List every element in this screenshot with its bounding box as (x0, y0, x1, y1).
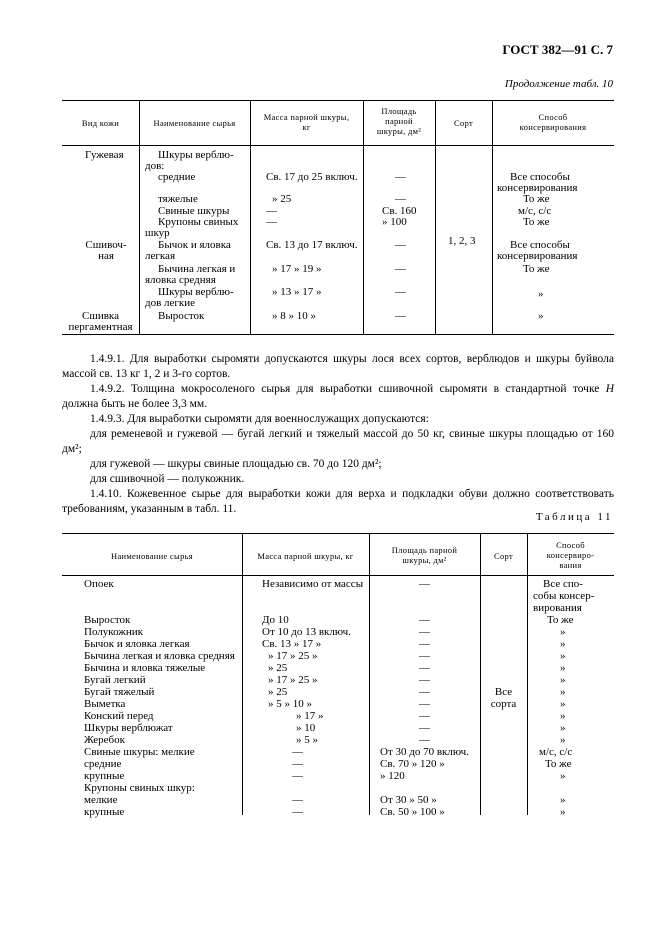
table-cell: Жеребок (84, 734, 126, 746)
header-grade: Сорт (454, 118, 473, 128)
table-cell: » (560, 698, 566, 710)
table-cell: » (560, 794, 566, 806)
header-method: Способ консервиро- вания (546, 540, 595, 570)
table-cell: От 30 до 70 включ. (380, 746, 469, 758)
paragraph-1-4-10: 1.4.10. Кожевенное сырье для выработки кожи для верха и подкладки обуви должно соответствовать требованиям, указанным в табл. 11. (62, 488, 614, 515)
table-cell: Бычина легкая и (158, 263, 236, 275)
table-rule (62, 334, 614, 335)
table-cell: До 10 (262, 614, 289, 626)
table-cell: » (538, 310, 544, 322)
table-cell: консервирования (497, 182, 578, 194)
table-cell: консервирования (497, 250, 578, 262)
paragraph-1-4-9-2: 1.4.9.2. Толщина мокросоленого сырья для выработки сшивочной сыромяти в стандартной точке Н должна быть не более 3,3 мм. (62, 383, 614, 410)
table-cell: — (266, 205, 277, 217)
table-cell: Шкуры верблюжат (84, 722, 173, 734)
table-cell: То же (547, 614, 574, 626)
table-cell: — (419, 626, 430, 638)
kind-sshivochnaya: Сшивоч- ная (85, 239, 127, 262)
header-grade: Сорт (494, 551, 513, 561)
table-cell: тяжелые (158, 193, 198, 205)
table-cell: — (419, 734, 430, 746)
table-cell: Бычина и яловка тяжелые (84, 662, 206, 674)
table-cell: 1, 2, 3 (448, 235, 476, 247)
table-cell: Независимо от массы (262, 578, 364, 590)
header-mass: Масса парной шкуры, кг (263, 112, 350, 132)
table-cell: » 8 » 10 » (272, 310, 316, 322)
table-cell: Шкуры верблю- (158, 149, 234, 161)
table-cell: — (419, 578, 430, 590)
table-cell: м/с, с/с (518, 205, 552, 217)
table-cell: » 25 (272, 193, 292, 205)
header-kind: Вид кожи (81, 118, 120, 128)
table-cell: — (292, 806, 303, 818)
table-cell: Опоек (84, 578, 114, 590)
kind-guzhevaya: Гужевая (85, 149, 124, 161)
table-cell: От 30 » 50 » (380, 794, 437, 806)
table-cell: — (395, 239, 406, 251)
table-cell: — (395, 263, 406, 275)
table-cell: То же (545, 758, 572, 770)
paragraph-item: для гужевой — шкуры свиные площадью св. 70 до 120 дм²; (90, 458, 382, 470)
table-cell: Бычок и яловка легкая (84, 638, 190, 650)
table-cell: Бугай легкий (84, 674, 146, 686)
table-cell: » 100 (382, 216, 407, 228)
table-cell: » 5 » (296, 734, 318, 746)
table-cell: Выросток (158, 310, 205, 322)
table-cell: Бугай тяжелый (84, 686, 155, 698)
table-cell: » 17 » 25 » (268, 650, 318, 662)
table-cell: — (292, 758, 303, 770)
table-cell: вирования (533, 602, 582, 614)
table-cell: Св. 160 (382, 205, 417, 217)
table-cell: » 17 » 19 » (272, 263, 322, 275)
paragraph-item: для ременевой и гужевой — бугай легкий и тяжелый массой до 50 кг, свиные шкуры площадью от 160 дм²; (62, 428, 614, 455)
table-cell: » (560, 626, 566, 638)
table-cell: » 25 (268, 662, 288, 674)
table-cell: собы консер- (533, 590, 595, 602)
table-cell: » 25 (268, 686, 288, 698)
table-cell: — (419, 698, 430, 710)
table-cell: » 13 » 17 » (272, 286, 322, 298)
table-cell: крупные (84, 770, 125, 782)
table-cell: Все способы (510, 239, 570, 251)
table-11-title: Таблица 11 (535, 511, 613, 523)
table-cell: » 17 » 25 » (268, 674, 318, 686)
table-cell: От 10 до 13 включ. (262, 626, 351, 638)
table-cell: дов легкие (145, 297, 196, 309)
table-cell: — (419, 638, 430, 650)
paragraph-item: для сшивочной — полукожник. (90, 473, 245, 485)
table-cell: — (419, 722, 430, 734)
header-raw: Наименование сырья (153, 118, 236, 128)
table-cell: » (538, 288, 544, 300)
table-cell: Св. 50 » 100 » (380, 806, 445, 818)
table-cell: Свиные шкуры: мелкие (84, 746, 195, 758)
table-cell: средние (158, 171, 196, 183)
table-cell: — (395, 171, 406, 183)
table-cell: Св. 13 до 17 включ. (266, 239, 358, 251)
table-cell: » (560, 722, 566, 734)
table-rule (62, 100, 614, 101)
table-cell: — (419, 710, 430, 722)
table-cell: — (419, 662, 430, 674)
table-cell: » (560, 806, 566, 818)
table-cell: » (560, 686, 566, 698)
table-cell: То же (523, 193, 550, 205)
table-cell: » (560, 710, 566, 722)
table-cell: шкур (145, 227, 170, 239)
paragraph-1-4-9-3: 1.4.9.3. Для выработки сыромяти для военнослужащих допускаются: (90, 413, 429, 425)
grade-all: Все сорта (490, 686, 517, 710)
table-cell: дов: (145, 160, 165, 172)
header-raw: Наименование сырья (111, 551, 193, 561)
table-cell: Бычок и яловка (158, 239, 231, 251)
table-cell: — (395, 310, 406, 322)
table-cell: — (292, 770, 303, 782)
table-cell: — (292, 746, 303, 758)
header-method: Способ консервирования (519, 112, 587, 132)
table-cell: Свиные шкуры (158, 205, 230, 217)
header-area: Площадь парной шкуры, дм² (391, 545, 458, 565)
table-continuation: Продолжение табл. 10 (504, 78, 613, 90)
table-cell: Все способы (510, 171, 570, 183)
table-cell: средние (84, 758, 122, 770)
table-cell: » (560, 770, 566, 782)
table-cell: То же (523, 216, 550, 228)
table-cell: » 17 » (296, 710, 324, 722)
table-cell: Выросток (84, 614, 131, 626)
header-area: Площадь парной шкуры, дм² (376, 106, 422, 136)
table-cell: Шкуры верблю- (158, 286, 234, 298)
table-cell: » 5 » 10 » (268, 698, 312, 710)
table-rule (62, 145, 614, 146)
table-cell: — (292, 794, 303, 806)
table-cell: Выметка (84, 698, 126, 710)
table-cell: — (419, 650, 430, 662)
table-cell: » (560, 638, 566, 650)
table-cell: Полукожник (84, 626, 144, 638)
table-cell: Бычина легкая и яловка средняя (84, 650, 235, 662)
table-cell: » (560, 662, 566, 674)
kind-pergament: Сшивка пергаментная (68, 310, 133, 333)
standard-code: ГОСТ 382—91 С. 7 (502, 42, 613, 57)
body-text (62, 352, 614, 517)
table-cell: » 10 (296, 722, 316, 734)
table-cell: Св. 13 » 17 » (262, 638, 322, 650)
table-cell: Св. 17 до 25 включ. (266, 171, 358, 183)
table-cell: То же (523, 263, 550, 275)
table-cell: — (395, 286, 406, 298)
table-cell: » (560, 734, 566, 746)
table-cell: — (419, 614, 430, 626)
table-cell: мелкие (84, 794, 118, 806)
table-cell: Крупоны свиных шкур: (84, 782, 195, 794)
table-cell: м/с, с/с (539, 746, 573, 758)
table-cell: » (560, 674, 566, 686)
table-cell: крупные (84, 806, 125, 818)
table-cell: Крупоны свиных (158, 216, 239, 228)
table-cell: — (395, 193, 406, 205)
table-cell: Св. 70 » 120 » (380, 758, 445, 770)
table-cell: — (419, 686, 430, 698)
table-cell: — (266, 216, 277, 228)
table-cell: Все спо- (543, 578, 583, 590)
header-mass: Масса парной шкуры, кг (257, 551, 354, 561)
table-cell: » (560, 650, 566, 662)
table-cell: легкая (145, 250, 176, 262)
table-cell: Конский перед (84, 710, 154, 722)
table-cell: яловка средняя (145, 274, 216, 286)
paragraph-1-4-9-1: 1.4.9.1. Для выработки сыромяти допускаются шкуры лося всех сортов, верблюдов и шкуры буйвола массой св. 13 кг 1, 2 и 3-го сортов. (62, 353, 614, 380)
table-cell: » 120 (380, 770, 405, 782)
table-cell: — (419, 674, 430, 686)
